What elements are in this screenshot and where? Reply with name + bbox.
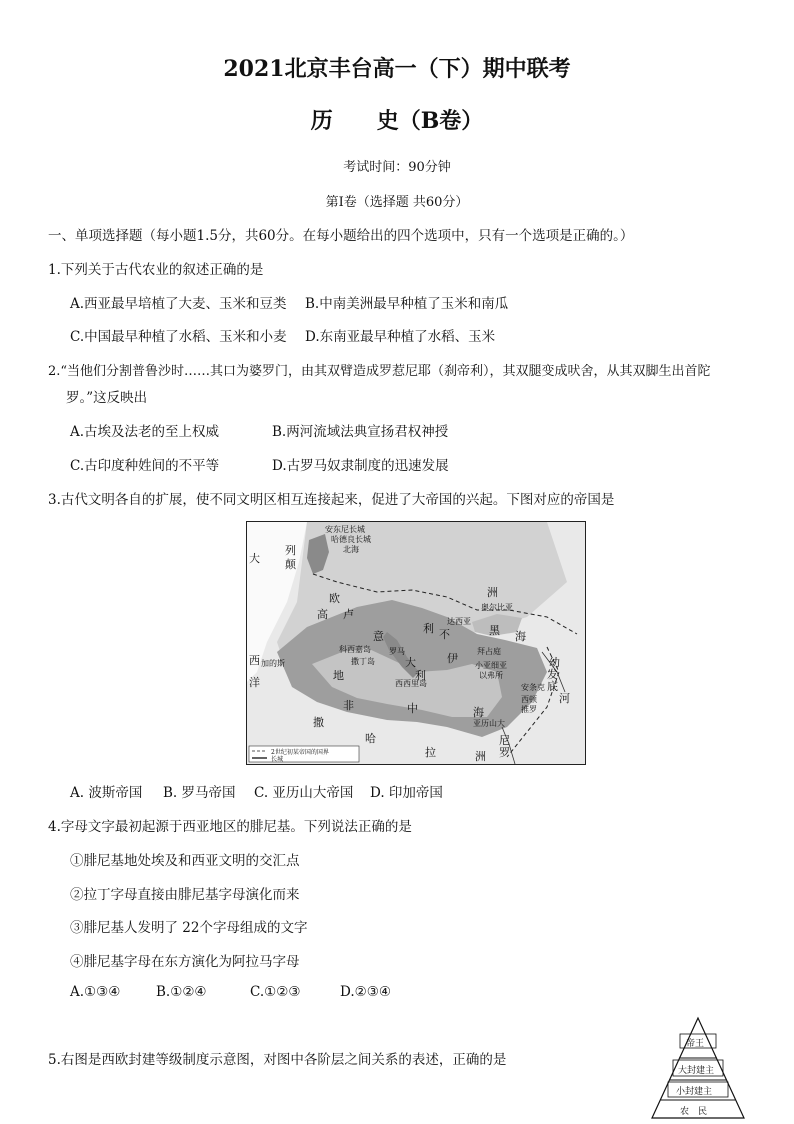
map-label-britain-2: 颠 — [285, 558, 296, 571]
pyramid-level-king: 帝王 — [686, 1039, 705, 1049]
question-2-stem-line1: 2.“当他们分割普鲁沙时……其口为婆罗门，由其双臂造成罗惹尼耶（刹帝利），其双腿变成吠舍，从其双脚生出首陀 — [48, 364, 711, 379]
question-3-option-b[interactable]: B. 罗马帝国 — [163, 785, 236, 801]
question-4-option-a[interactable]: A.①③④ — [70, 984, 121, 1000]
map-label-blacksea-1: 黑 — [489, 624, 500, 637]
map-label-danube-2: 不 — [439, 628, 450, 641]
map-place-sidon: 西顿 — [521, 695, 537, 704]
map-place-hadrian-wall: 哈德良长城 — [331, 535, 371, 544]
map-place-sicily: 西西里岛 — [395, 679, 427, 688]
map-label-med-2: 中 — [407, 702, 418, 715]
question-4-statement-4: ④腓尼基字母在东方演化为阿拉马字母 — [70, 954, 300, 970]
question-1-stem: 1.下列关于古代农业的叙述正确的是 — [48, 262, 264, 278]
map-place-gades: 加的斯 — [261, 659, 285, 668]
map-label-atlantic-1: 大 — [249, 552, 260, 565]
map-place-italy-1: 意 — [373, 630, 384, 643]
question-3-stem: 3.古代文明各自的扩展，使不同文明区相互连接起来，促进了大帝国的兴起。下图对应的帝国是 — [48, 492, 615, 508]
map-label-sahara-3: 拉 — [425, 746, 436, 759]
question-2-option-d[interactable]: D.古罗马奴隶制度的迅速发展 — [272, 458, 449, 474]
map-label-euphrates-3: 底 — [547, 680, 558, 693]
question-5-stem: 5.右图是西欧封建等级制度示意图，对图中各阶层之间关系的表述，正确的是 — [48, 1052, 507, 1068]
question-4-option-d[interactable]: D.②③④ — [340, 984, 391, 1000]
pyramid-level-lesser-lords: 小封建主 — [676, 1087, 713, 1097]
map-label-africa-1: 非 — [343, 699, 354, 712]
question-3-option-c[interactable]: C. 亚历山大帝国 — [254, 785, 354, 801]
map-label-med-3: 海 — [473, 706, 484, 719]
question-2-stem-line2: 罗。”这反映出 — [66, 390, 148, 406]
section-intro: 一、单项选择题（每小题1.5分，共60分。在每小题给出的四个选项中，只有一个选项是正确的。） — [48, 228, 634, 244]
map-place-dacia: 达西亚 — [447, 617, 471, 626]
question-4-option-b[interactable]: B.①②④ — [156, 984, 207, 1000]
map-label-europe: 欧 — [329, 592, 340, 605]
map-label-sahara-2: 哈 — [365, 732, 376, 745]
question-2-option-a[interactable]: A.古埃及法老的至上权威 — [70, 424, 220, 440]
question-4-stem: 4.字母文字最初起源于西亚地区的腓尼基。下列说法正确的是 — [48, 819, 412, 835]
map-label-britain-1: 列 — [285, 544, 296, 557]
question-4-statement-2: ②拉丁字母直接由腓尼基字母演化而来 — [70, 887, 300, 903]
exam-title: 2021北京丰台高一（下）期中联考 — [223, 56, 571, 82]
subject-title: 历 史（B卷） — [310, 108, 484, 134]
question-1-option-d[interactable]: D.东南亚最早种植了水稻、玉米 — [305, 329, 496, 345]
map-place-tyre: 推罗 — [521, 705, 537, 714]
map-label-blacksea-2: 海 — [515, 630, 526, 643]
map-label-euphrates-4: 河 — [559, 692, 570, 705]
map-place-asia-minor: 小亚细亚 — [475, 661, 507, 670]
question-2-option-b[interactable]: B.两河流域法典宣扬君权神授 — [272, 424, 449, 440]
map-place-corsica: 科西嘉岛 — [339, 645, 371, 654]
map-place-nile-1: 尼 — [499, 734, 510, 747]
map-place-sardinia: 撒丁岛 — [351, 657, 375, 666]
map-place-byzantium: 拜占庭 — [477, 647, 501, 656]
map-place-rome: 罗马 — [389, 647, 405, 656]
question-1-option-c[interactable]: C.中国最早种植了水稻、玉米和小麦 — [70, 329, 287, 345]
question-1-option-a[interactable]: A.西亚最早培植了大麦、玉米和豆类 — [70, 296, 287, 312]
feudal-hierarchy-pyramid — [650, 1016, 746, 1120]
question-3-option-a[interactable]: A. 波斯帝国 — [70, 785, 143, 801]
map-label-euphrates-1: 幼 — [549, 656, 560, 669]
map-place-nile-2: 罗 — [499, 746, 510, 759]
map-label-africa-2: 洲 — [475, 750, 486, 763]
question-1-option-b[interactable]: B.中南美洲最早种植了玉米和南瓜 — [305, 296, 509, 312]
map-label-atlantic-3: 洋 — [249, 676, 260, 689]
map-place-ephesus: 以弗所 — [479, 671, 503, 680]
map-label-gaul-2: 卢 — [343, 608, 354, 621]
map-legend-wall: 长城 — [271, 756, 284, 763]
map-legend-border: 2世纪初某帝国的国界 — [271, 749, 329, 756]
map-place-olbia: 奥尔比亚 — [481, 603, 513, 612]
volume-label: 第Ⅰ卷（选择题 共60分） — [325, 195, 469, 210]
map-place-italy-2: 大 — [405, 656, 416, 669]
map-label-med-1: 地 — [333, 669, 344, 682]
map-place-yi: 伊 — [447, 652, 458, 665]
pyramid-level-great-lords: 大封建主 — [678, 1066, 715, 1076]
question-4-statement-3: ③腓尼基人发明了 22个字母组成的文字 — [70, 920, 308, 936]
map-place-north-sea: 北海 — [343, 545, 359, 554]
map-graphic — [247, 522, 585, 764]
question-3-option-d[interactable]: D. 印加帝国 — [370, 785, 443, 801]
map-place-alexandria: 亚历山大 — [473, 719, 505, 728]
question-4-statement-1: ①腓尼基地处埃及和西亚文明的交汇点 — [70, 853, 300, 869]
map-label-euphrates-2: 发 — [547, 668, 558, 681]
map-label-danube-1: 利 — [423, 622, 434, 635]
map-label-europe-zhou: 洲 — [487, 586, 498, 599]
map-place-antonine-wall: 安东尼长城 — [325, 525, 365, 534]
pyramid-level-peasants: 农 民 — [680, 1107, 708, 1117]
map-place-italy-3: 利 — [415, 669, 426, 682]
map-label-sahara-1: 撒 — [313, 716, 324, 729]
question-2-option-c[interactable]: C.古印度种姓间的不平等 — [70, 458, 220, 474]
exam-time: 考试时间：90分钟 — [343, 160, 451, 175]
roman-empire-map — [246, 521, 586, 765]
map-label-gaul-1: 高 — [317, 608, 328, 621]
map-place-antioch: 安条克 — [521, 683, 545, 692]
map-label-atlantic-2: 西 — [249, 654, 260, 667]
question-4-option-c[interactable]: C.①②③ — [250, 984, 301, 1000]
